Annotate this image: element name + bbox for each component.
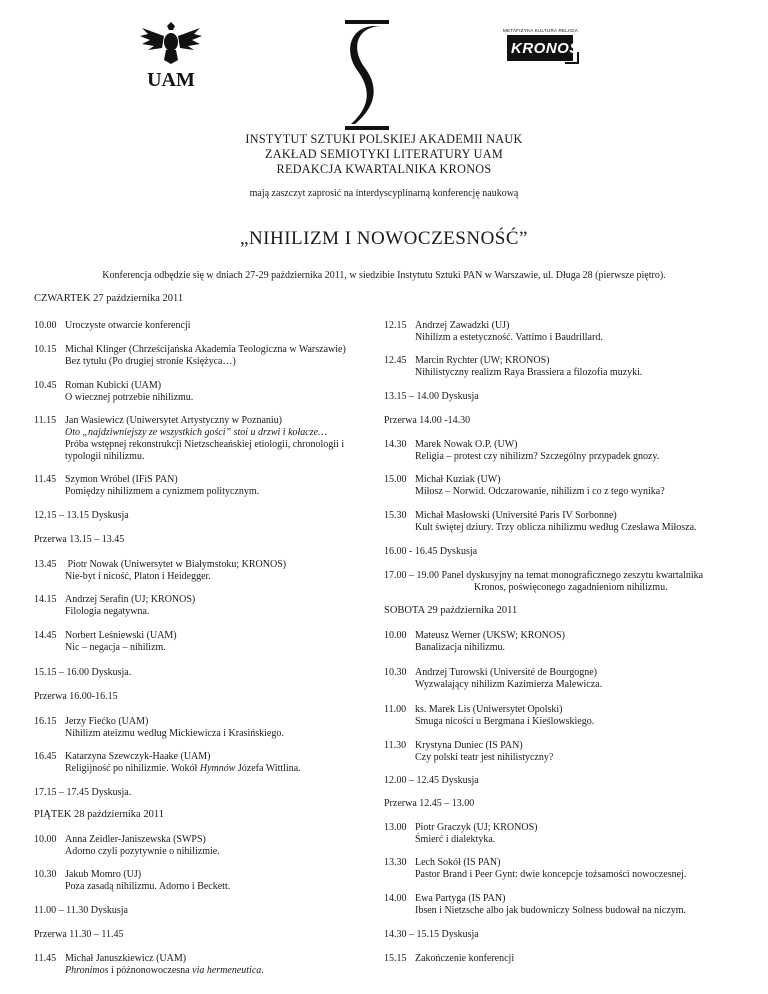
entry-line: Miłosz – Norwid. Odczarowanie, nihilizm i co z tego wynika? [415, 486, 665, 497]
discussion-label: 12.15 – 13.15 Dyskusja [34, 510, 129, 521]
entry-time: 15.00 [384, 474, 407, 485]
entry-line: Katarzyna Szewczyk-Haake (UAM) [65, 751, 211, 762]
entry-line: Andrzej Serafin (UJ; KRONOS) [65, 594, 196, 605]
header-line-1: INSTYTUT SZTUKI POLSKIEJ AKADEMII NAUK [245, 132, 523, 146]
entry-time: 11.00 [384, 704, 407, 715]
break-label: Przerwa 14.00 -14.30 [384, 415, 471, 426]
discussion-label: 16.00 - 16.45 Dyskusja [384, 546, 478, 557]
program-entry [384, 320, 603, 344]
entry-time: 16.45 [34, 751, 57, 762]
break-label: Przerwa 11.30 – 11.45 [34, 929, 124, 940]
entry-line: Oto „najdziwniejszy ze wszystkich gości” stoi u drzwi i kołacze… [65, 427, 327, 438]
entry-line: Roman Kubicki (UAM) [65, 380, 162, 391]
entry-line: Szymon Wróbel (IFiS PAN) [65, 474, 178, 485]
entry-line: 17.00 – 19.00 Panel dyskusyjny na temat monograficznego zeszytu kwartalnika [384, 570, 704, 581]
entry-time: 11.30 [384, 740, 407, 751]
entry-line: Nihilistyczny realizm Raya Brassiera a filozofia muzyki. [415, 367, 643, 378]
program-entry [384, 704, 594, 728]
entry-time: 14.45 [34, 630, 57, 641]
entry-line: Michał Masłowski (Université Paris IV Sorbonne) [415, 510, 617, 521]
entry-line: Kronos, poświęconego zagadnieniom nihilizmu. [474, 582, 668, 593]
entry-line-italic: via hermeneutica [192, 965, 262, 976]
program-entry [384, 822, 538, 846]
entry-line-part: i późnonowoczesna [108, 965, 193, 976]
entry-line: Pastor Brand i Peer Gynt: dwie koncepcje tożsamości nowoczesnej. [415, 869, 687, 880]
header-line-3: REDAKCJA KWARTALNIKA KRONOS [276, 162, 492, 176]
conference-title: „NIHILIZM I NOWOCZESNOŚĆ” [240, 228, 528, 249]
entry-time: 13.00 [384, 822, 407, 833]
entry-line: Marcin Rychter (UW; KRONOS) [415, 355, 550, 366]
program-entry [384, 474, 665, 498]
day-header-friday: PIĄTEK 28 października 2011 [34, 809, 164, 820]
program-entry [34, 380, 193, 404]
break-label: Przerwa 13.15 – 13.45 [34, 534, 125, 545]
break-label: Przerwa 12.45 – 13.00 [384, 798, 475, 809]
entry-line: Marek Nowak O.P. (UW) [415, 439, 518, 450]
program-entry [34, 594, 195, 618]
header-line-2: ZAKŁAD SEMIOTYKI LITERATURY UAM [264, 147, 504, 161]
program-entry [34, 751, 301, 775]
entry-line-part: . [261, 965, 264, 976]
entry-line: O wiecznej potrzebie nihilizmu. [65, 392, 194, 403]
entry-line: typologii nihilizmu. [65, 451, 145, 462]
entry-line: Ibsen i Nietzsche albo jak budowniczy Solness budował na niczym. [415, 905, 687, 916]
institute-s-logo [343, 20, 391, 130]
program-entry [34, 415, 344, 463]
program-entry [34, 834, 220, 858]
entry-line: Ewa Partyga (IS PAN) [415, 893, 506, 904]
entry-line: Czy polski teatr jest nihilistyczny? [415, 752, 554, 763]
entry-line: Andrzej Zawadzki (UJ) [415, 320, 510, 331]
entry-line: Próba wstępnej rekonstrukcji Nietzscheańskiej etiologii, chronologii i [65, 439, 345, 450]
entry-time: 10.15 [34, 344, 57, 355]
entry-line: Wyzwalający nihilizm Kazimierza Malewicza. [415, 679, 603, 690]
entry-line: Smuga nicości u Bergmana i Kieślowskiego. [415, 716, 595, 727]
program-entry [34, 474, 259, 498]
entry-time: 13.45 [34, 559, 57, 570]
kronos-logo-tagline: METAFIZYKA KULTURA RELIGIA [503, 28, 578, 33]
entry-line: Mateusz Werner (UKSW; KRONOS) [415, 630, 565, 641]
entry-line: Poza zasadą nihilizmu. Adorno i Beckett. [65, 881, 231, 892]
entry-line: Jan Wasiewicz (Uniwersytet Artystyczny w Poznaniu) [65, 415, 283, 426]
program-entry [384, 510, 697, 534]
entry-line: Nie-byt i nicość, Platon i Heidegger. [65, 571, 211, 582]
entry-time: 10.30 [34, 869, 57, 880]
discussion-label: 11.00 – 11.30 Dyskusja [34, 905, 128, 916]
program-entry [384, 355, 642, 379]
discussion-label: 15.15 – 16.00 Dyskusja. [34, 667, 132, 678]
entry-line: Lech Sokół (IS PAN) [415, 857, 501, 868]
entry-time: 16.15 [34, 716, 57, 727]
uam-logo [138, 22, 204, 92]
entry-line: Piotr Graczyk (UJ; KRONOS) [415, 822, 538, 833]
entry-time: 15.30 [384, 510, 407, 521]
program-entry [34, 716, 284, 740]
entry-time: 10.45 [34, 380, 57, 391]
conference-info: Konferencja odbędzie się w dniach 27-29 października 2011, w siedzibie Instytutu Sztuki PAN w Warszawie, ul. Długa 28 (pierwsze piętro). [102, 270, 666, 281]
entry-time: 11.45 [34, 953, 57, 964]
program-entry [384, 667, 602, 691]
break-label: Przerwa 16.00-16.15 [34, 691, 118, 702]
entry-line: Michał Kuziak (UW) [415, 474, 501, 485]
entry-time: 12.45 [384, 355, 407, 366]
entry-line-part: Religijność po nihilizmie. Wokół [65, 763, 200, 774]
program-entry [384, 439, 659, 463]
entry-line: Religia – protest czy nihilizm? Szczególny przypadek gnozy. [415, 451, 660, 462]
entry-line: Filologia negatywna. [65, 606, 150, 617]
entry-line: Jerzy Fiećko (UAM) [65, 716, 149, 727]
discussion-label: 14.30 – 15.15 Dyskusja [384, 929, 479, 940]
program-entry [34, 953, 264, 977]
discussion-label: 17.15 – 17.45 Dyskusja. [34, 787, 132, 798]
entry-line: Piotr Nowak (Uniwersytet w Białymstoku; KRONOS) [65, 559, 287, 570]
entry-time: 13.30 [384, 857, 407, 868]
entry-time: 10.00 [384, 630, 407, 641]
kronos-logo-word: KRONOS [511, 40, 580, 57]
entry-line: Andrzej Turowski (Université de Bourgogne) [415, 667, 598, 678]
day-header-saturday: SOBOTA 29 października 2011 [384, 605, 518, 616]
program-entry [384, 893, 686, 917]
entry-line: Krystyna Duniec (IS PAN) [415, 740, 523, 751]
entry-line: Banalizacja nihilizmu. [415, 642, 505, 653]
day-header-thursday: CZWARTEK 27 października 2011 [34, 293, 184, 304]
entry-time: 10.30 [384, 667, 407, 678]
program-entry [34, 559, 286, 583]
entry-line: Michał Januszkiewicz (UAM) [65, 953, 187, 964]
entry-time: 14.00 [384, 893, 407, 904]
entry-line-italic: Phronimos [65, 965, 109, 976]
entry-line: ks. Marek Lis (Uniwersytet Opolski) [415, 704, 563, 715]
program-entry [34, 320, 191, 332]
entry-line: Adorno czyli pozytywnie o nihilizmie. [65, 846, 220, 857]
entry-line: Śmierć i dialektyka. [415, 834, 496, 845]
entry-line: Pomiędzy nihilizmem a cynizmem politycznym. [65, 486, 260, 497]
entry-time: 12.15 [384, 320, 407, 331]
entry-line: Nihilizm a estetyczność. Vattimo i Baudrillard. [415, 332, 603, 343]
uam-logo-text: UAM [147, 69, 195, 91]
panel-entry [384, 570, 764, 594]
entry-line: Norbert Leśniewski (UAM) [65, 630, 177, 641]
entry-line-part: Józefa Wittlina. [235, 763, 301, 774]
entry-time: 11.45 [34, 474, 57, 485]
entry-line: Kult świętej dziury. Trzy oblicza nihilizmu według Czesława Miłosza. [415, 522, 697, 533]
invitation-text: mają zaszczyt zaprosić na interdyscyplinarną konferencję naukową [249, 188, 519, 199]
entry-time: 11.15 [34, 415, 57, 426]
entry-line: Nihilizm ateizmu według Mickiewicza i Krasińskiego. [65, 728, 284, 739]
entry-line: Zakończenie konferencji [415, 953, 515, 964]
entry-line: Jakub Momro (UJ) [65, 869, 142, 880]
entry-time: 10.00 [34, 320, 57, 331]
program-entry [34, 630, 177, 654]
discussion-label: 12.00 – 12.45 Dyskusja [384, 775, 479, 786]
entry-time: 15.15 [384, 953, 407, 964]
program-entry [384, 740, 553, 764]
program-entry [384, 630, 565, 654]
program-entry [34, 869, 230, 893]
program-entry [34, 344, 346, 368]
entry-time: 14.15 [34, 594, 57, 605]
entry-line: Anna Zeidler-Janiszewska (SWPS) [65, 834, 206, 845]
discussion-label: 13.15 – 14.00 Dyskusja [384, 391, 479, 402]
entry-time: 14.30 [384, 439, 407, 450]
entry-line: Nic – negacja – nihilizm. [65, 642, 166, 653]
entry-line: Uroczyste otwarcie konferencji [65, 320, 191, 331]
entry-line: Bez tytułu (Po drugiej stronie Księżyca…) [65, 356, 236, 367]
kronos-logo [503, 28, 579, 64]
entry-time: 10.00 [34, 834, 57, 845]
entry-line-italic: Hymnów [199, 763, 236, 774]
program-entry [384, 857, 686, 881]
kronos-logo-corner [565, 52, 579, 64]
program-entry [384, 953, 514, 965]
entry-line: Michał Klinger (Chrześcijańska Akademia Teologiczna w Warszawie) [65, 344, 346, 355]
